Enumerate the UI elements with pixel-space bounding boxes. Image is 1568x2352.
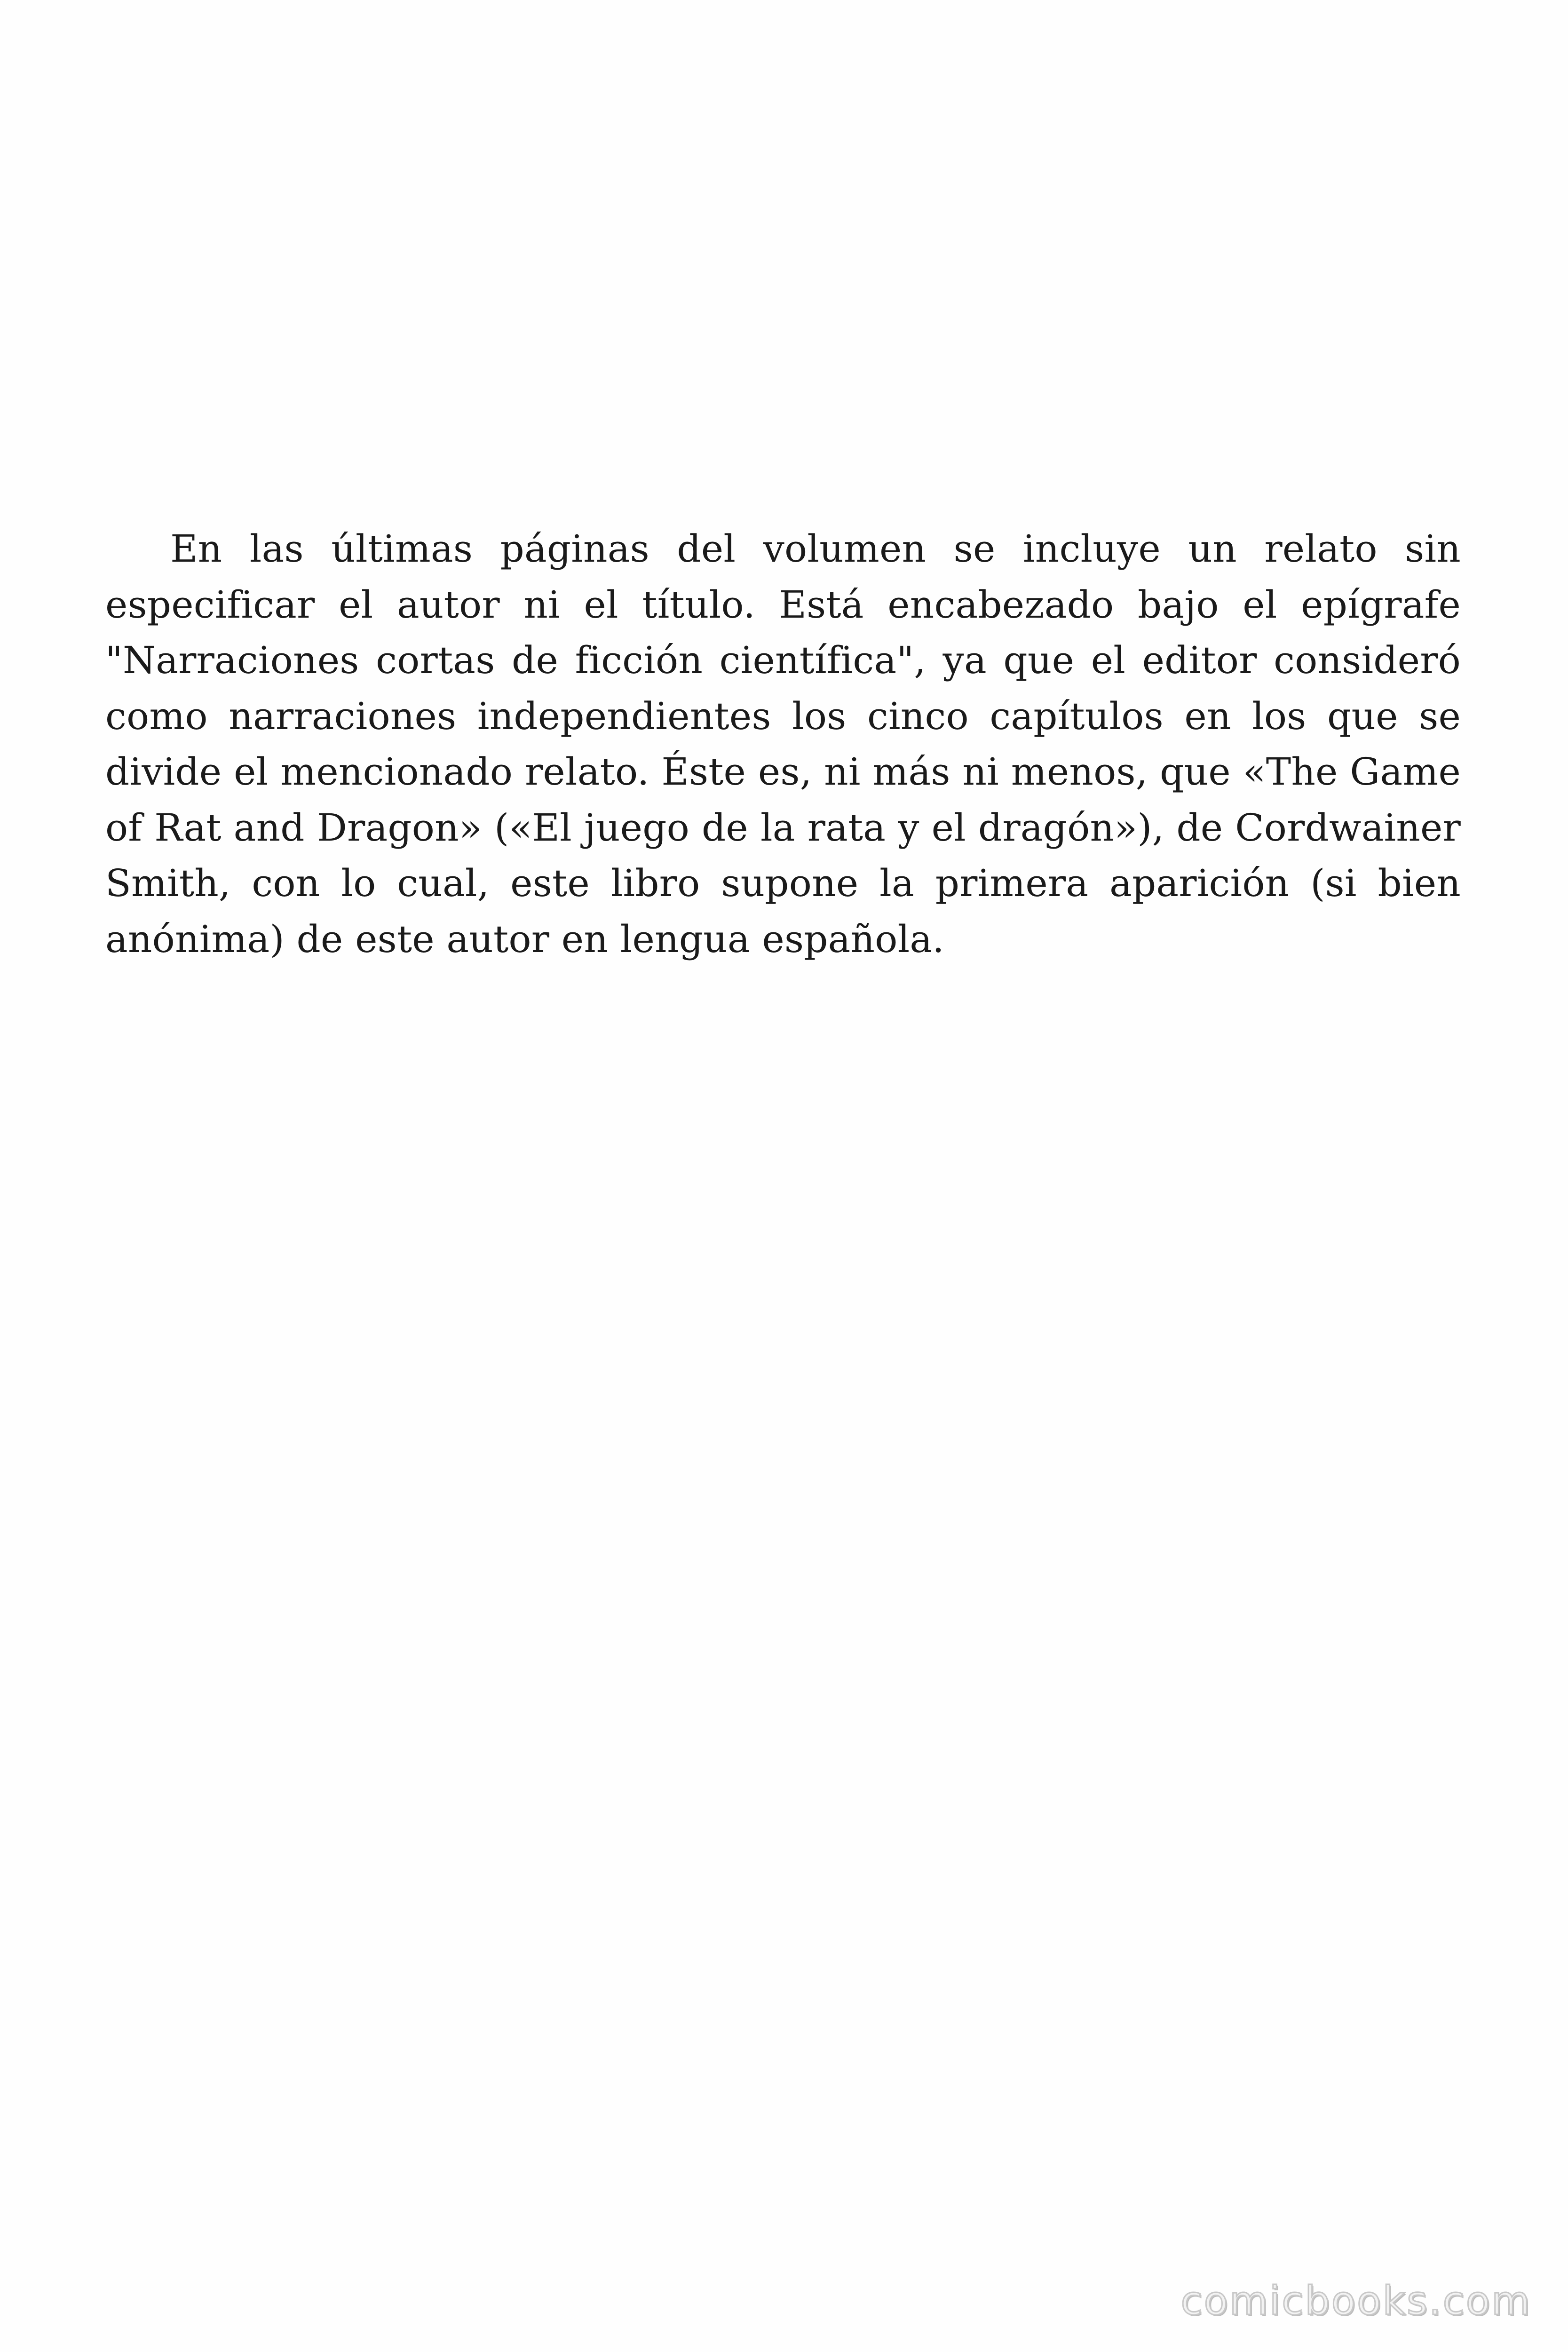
watermark: comicbooks.com xyxy=(1180,2278,1531,2324)
body-paragraph: En las últimas páginas del volumen se incluye un relato sin especificar el autor ni el título. Está encabezado bajo el epígrafe "Narraciones cortas de ficción científica", ya que el editor consideró como narraciones independientes los cinco capítulos en los que se divide el mencionado relato. Éste es, ni más ni menos, que «The Game of Rat and Dragon» («El juego de la rata y el dragón»), de Cordwainer Smith, con lo cual, este libro supone la primera aparición (si bien anónima) de este autor en lengua española. xyxy=(105,527,1461,961)
